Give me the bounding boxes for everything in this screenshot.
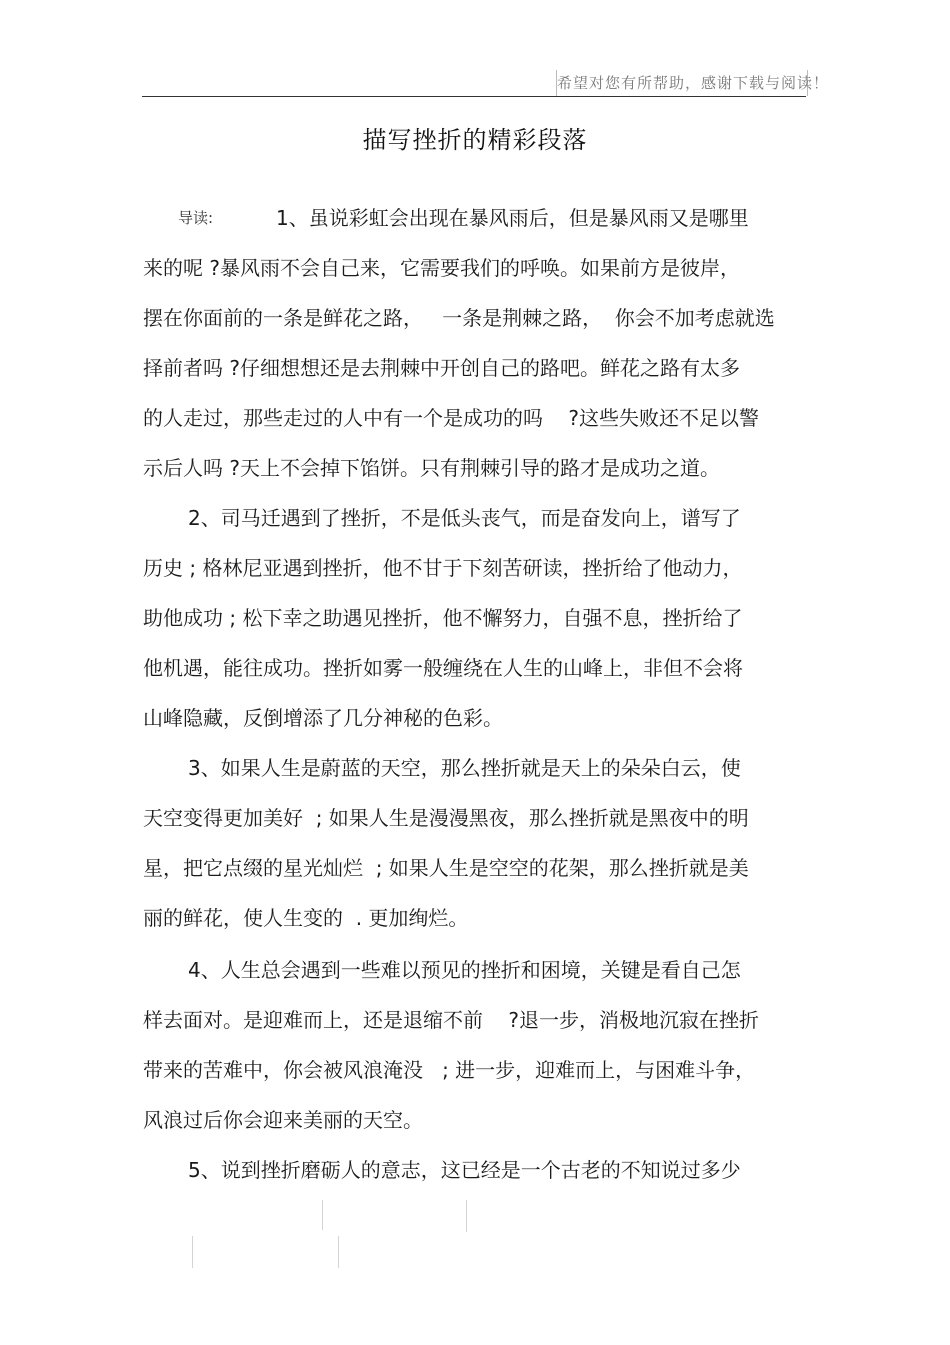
text-line: 风浪过后你会迎来美丽的天空。 <box>143 1108 423 1132</box>
text-line: 带来的苦难中，你会被风浪淹没 ; 进一步，迎难而上，与困难斗争， <box>143 1058 756 1082</box>
header-divider <box>142 96 806 97</box>
text-line: 择前者吗 ?仔细想想还是去荆棘中开创自己的路吧。鲜花之路有太多 <box>143 356 740 380</box>
text-line: 的人走过，那些走过的人中有一个是成功的吗 ?这些失败还不足以警 <box>143 406 760 430</box>
text-line: 山峰隐藏，反倒增添了几分神秘的色彩。 <box>143 706 503 730</box>
text-line: 他机遇，能往成功。挫折如雾一般缠绕在人生的山峰上，非但不会将 <box>143 656 743 680</box>
text-line: 样去面对。是迎难而上，还是退缩不前 ?退一步，消极地沉寂在挫折 <box>143 1008 760 1032</box>
text-line: 星，把它点缀的星光灿烂 ; 如果人生是空空的花架，那么挫折就是美 <box>143 856 749 880</box>
text-line: 摆在你面前的一条是鲜花之路， 一条是荆棘之路， 你会不加考虑就选 <box>143 306 775 330</box>
text-line: 来的呢 ?暴风雨不会自己来，它需要我们的呼唤。如果前方是彼岸， <box>143 256 740 280</box>
document-title: 描写挫折的精彩段落 <box>362 126 588 154</box>
text-line: 历史 ; 格林尼亚遇到挫折，他不甘于下刻苦研读，挫折给了他动力， <box>143 556 743 580</box>
text-line: 助他成功 ; 松下幸之助遇见挫折，他不懈努力，自强不息，挫折给了 <box>143 606 743 630</box>
text-line: 示后人吗 ?天上不会掉下馅饼。只有荆棘引导的路才是成功之道。 <box>143 456 720 480</box>
text-fragment-mark <box>338 1236 339 1268</box>
text-fragment-mark <box>466 1200 467 1232</box>
text-line: 1、虽说彩虹会出现在暴风雨后，但是暴风雨又是哪里 <box>276 206 749 230</box>
lead-label: 导读: <box>178 209 214 227</box>
text-line: 5、说到挫折磨砺人的意志，这已经是一个古老的不知说过多少 <box>188 1158 741 1182</box>
text-line: 4、人生总会遇到一些难以预见的挫折和困境，关键是看自己怎 <box>188 958 741 982</box>
header-note: 希望对您有所帮助，感谢下载与阅读！ <box>556 70 808 96</box>
text-line: 2、司马迁遇到了挫折，不是低头丧气，而是奋发向上，谱写了 <box>188 506 741 530</box>
text-line: 天空变得更加美好 ; 如果人生是漫漫黑夜，那么挫折就是黑夜中的明 <box>143 806 749 830</box>
text-fragment-mark <box>322 1200 323 1230</box>
text-line: 3、如果人生是蔚蓝的天空，那么挫折就是天上的朵朵白云，使 <box>188 756 741 780</box>
text-line: 丽的鲜花，使人生变的 . 更加绚烂。 <box>143 906 469 930</box>
text-fragment-mark <box>192 1236 193 1268</box>
